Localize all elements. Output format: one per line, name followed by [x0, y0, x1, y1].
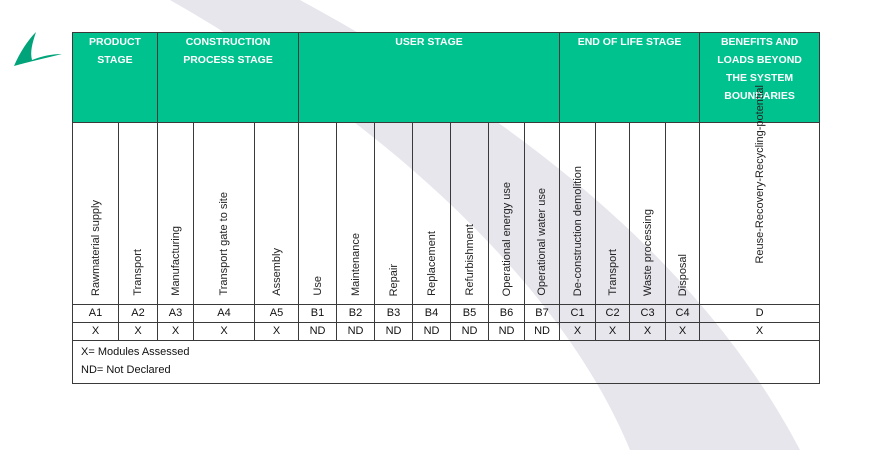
module-label: Use [311, 276, 324, 296]
module-label-row [73, 123, 820, 305]
module-status: ND [525, 323, 560, 341]
stage-construction-process: CONSTRUCTION PROCESS STAGE [158, 33, 299, 123]
module-status: ND [489, 323, 525, 341]
module-label-cell [560, 123, 596, 305]
module-value-row [73, 323, 820, 341]
module-label: Replacement [425, 231, 438, 296]
module-status: X [73, 323, 119, 341]
module-label-cell [158, 123, 194, 305]
module-code: C1 [560, 305, 596, 323]
stage-end-of-life: END OF LIFE STAGE [560, 33, 700, 123]
module-label-cell [630, 123, 666, 305]
legend-not-declared: ND= Not Declared [81, 364, 171, 376]
module-code: A4 [194, 305, 255, 323]
module-status: X [119, 323, 158, 341]
stage-user: USER STAGE [299, 33, 560, 123]
stage-benefits-beyond: BENEFITS AND LOADS BEYOND THE SYSTEM BOUNDARIES [700, 33, 820, 123]
module-label: Transport [606, 249, 619, 296]
module-code: B1 [299, 305, 337, 323]
module-code: B6 [489, 305, 525, 323]
module-status: X [255, 323, 299, 341]
module-label-cell [337, 123, 375, 305]
module-code: B4 [413, 305, 451, 323]
module-code: D [700, 305, 820, 323]
module-status: ND [413, 323, 451, 341]
module-label-cell [451, 123, 489, 305]
module-status: X [666, 323, 700, 341]
module-label: Repair [387, 263, 400, 296]
module-label-cell [255, 123, 299, 305]
module-status: ND [337, 323, 375, 341]
module-label-cell [375, 123, 413, 305]
module-code: B7 [525, 305, 560, 323]
module-label-cell [700, 85, 820, 305]
module-code: C4 [666, 305, 700, 323]
module-status: X [194, 323, 255, 341]
legend-modules-assessed: X= Modules Assessed [81, 346, 190, 358]
module-status: X [700, 323, 820, 341]
modules-table [72, 32, 820, 384]
module-label: Operational energy use [500, 181, 513, 296]
module-code: B3 [375, 305, 413, 323]
module-status: ND [375, 323, 413, 341]
module-label: Reuse-Recovery-Recycling-potential [753, 85, 766, 264]
module-code: B5 [451, 305, 489, 323]
module-label: Disposal [676, 253, 689, 296]
stage-header-row [73, 33, 820, 123]
module-label: Maintenance [349, 233, 362, 296]
legend-row [73, 341, 820, 384]
module-code: A5 [255, 305, 299, 323]
module-status: X [560, 323, 596, 341]
module-label-cell [413, 123, 451, 305]
module-code: B2 [337, 305, 375, 323]
module-label-cell [119, 123, 158, 305]
module-code-row [73, 305, 820, 323]
module-status: ND [451, 323, 489, 341]
module-code: C3 [630, 305, 666, 323]
module-label: Refurbishment [463, 224, 476, 296]
module-label: De-construction demolition [571, 165, 584, 296]
module-label: Operational water use [536, 188, 549, 296]
swoosh-logo-icon [12, 30, 64, 70]
module-code: A2 [119, 305, 158, 323]
stage-product: PRODUCT STAGE [73, 33, 158, 123]
module-label-cell [299, 123, 337, 305]
module-label-cell [73, 123, 119, 305]
module-status: X [158, 323, 194, 341]
module-label: Manufacturing [169, 226, 182, 296]
module-label: Transport [132, 249, 144, 296]
module-status: X [630, 323, 666, 341]
module-label: Rawmaterial supply [89, 200, 102, 296]
module-label-cell [596, 123, 630, 305]
module-label: Transport gate to site [218, 192, 231, 296]
module-code: A1 [73, 305, 119, 323]
module-code: C2 [596, 305, 630, 323]
legend-cell [73, 341, 820, 384]
module-label: Waste processing [641, 208, 654, 296]
module-label-cell [194, 123, 255, 305]
module-status: ND [299, 323, 337, 341]
module-label-cell [489, 123, 525, 305]
module-label-cell [666, 123, 700, 305]
module-label: Assembly [270, 248, 283, 296]
module-label-cell [525, 123, 560, 305]
module-code: A3 [158, 305, 194, 323]
module-status: X [596, 323, 630, 341]
